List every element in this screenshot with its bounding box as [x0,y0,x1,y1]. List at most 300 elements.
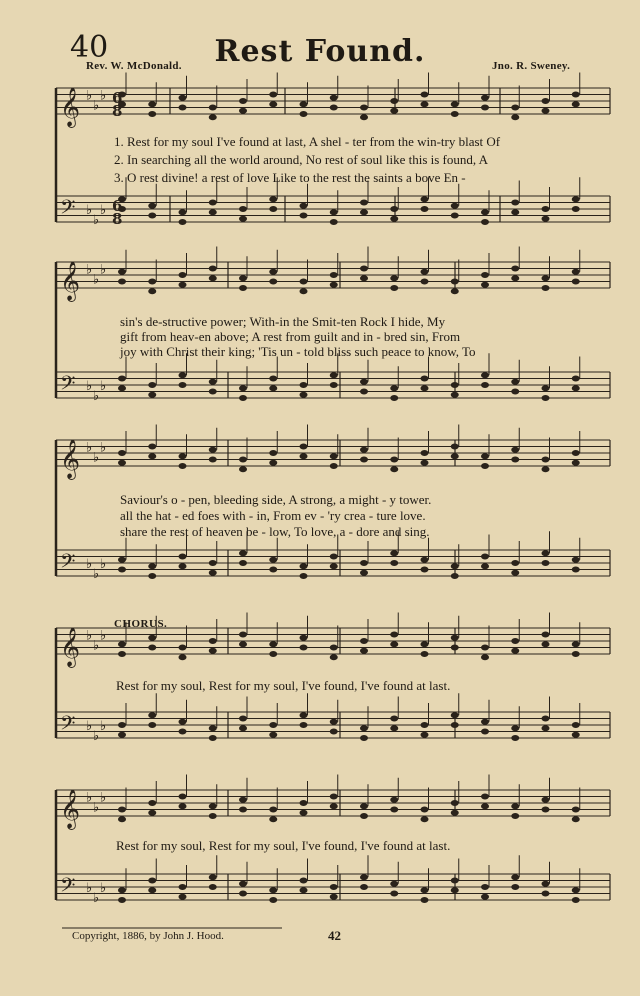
note-head [542,797,550,803]
note-head [360,560,368,566]
note-head [148,111,156,117]
note-head [572,641,580,647]
note-head [451,645,459,651]
note-head [330,105,338,111]
note-head [390,560,398,566]
note-head [239,797,247,803]
note-head [269,732,277,738]
flat-sign: ♭ [100,628,107,644]
note-head [511,884,519,890]
note-head [269,460,277,466]
note-head [511,570,519,576]
note-head [481,209,489,215]
words-credit: Rev. W. McDonald. [86,60,182,72]
note-head [451,101,459,107]
note-head [542,285,550,291]
note-head [179,729,187,735]
note-head [148,203,156,209]
note-head [330,453,338,459]
note-head [542,98,550,104]
note-head [179,645,187,651]
note-head [148,382,156,388]
note-head [451,887,459,893]
note-head [269,722,277,728]
time-signature-top: 6 [112,197,123,215]
note-head [390,216,398,222]
note-head [239,725,247,731]
note-head [481,105,489,111]
note-head [148,213,156,219]
flat-sign: ♭ [93,800,100,816]
note-head [390,385,398,391]
note-head [451,573,459,579]
note-head [360,266,368,272]
note-head [269,101,277,107]
note-head [209,266,217,272]
note-head [209,275,217,281]
note-head [300,887,308,893]
note-head [269,92,277,98]
note-head [269,807,277,813]
note-head [209,638,217,644]
note-head [300,722,308,728]
note-head [330,563,338,569]
note-head [390,881,398,887]
note-head [572,887,580,893]
note-head [451,635,459,641]
bass-clef: 𝄢 [60,195,76,224]
note-head [118,269,126,275]
note-head [269,641,277,647]
note-head [542,807,550,813]
note-head [300,111,308,117]
bass-clef: 𝄢 [60,873,76,902]
note-head [330,282,338,288]
note-head [300,203,308,209]
note-head [118,557,126,563]
note-head [451,810,459,816]
bass-clef: 𝄢 [60,549,76,578]
note-head [209,560,217,566]
bass-clef: 𝄢 [60,711,76,740]
note-head [239,641,247,647]
flat-sign: ♭ [86,440,93,456]
note-head [148,288,156,294]
note-head [390,725,398,731]
note-head [572,897,580,903]
note-head [118,376,126,382]
flat-sign: ♭ [100,203,107,218]
note-head [572,807,580,813]
note-head [239,108,247,114]
note-head [511,200,519,206]
verse-1-line-2: sin's de-structive power; With-in the Smit-ten Rock I hide, My [120,314,446,329]
note-head [118,567,126,573]
note-head [572,279,580,285]
note-head [330,894,338,900]
note-head [360,114,368,120]
note-head [209,884,217,890]
note-head [360,874,368,880]
verse-1-line-3: Saviour's o - pen, bleeding side, A strong, a might - y tower. [120,492,432,507]
note-head [360,275,368,281]
note-head [239,632,247,638]
note-head [148,645,156,651]
flat-sign: ♭ [93,272,100,288]
note-head [360,884,368,890]
note-head [300,392,308,398]
note-head [118,816,126,822]
note-head [451,444,459,450]
note-head [330,272,338,278]
note-head [118,651,126,657]
note-head [390,716,398,722]
note-head [239,98,247,104]
note-head [179,209,187,215]
note-head [390,632,398,638]
note-head [421,816,429,822]
flat-sign: ♭ [86,88,93,104]
note-head [511,266,519,272]
note-head [300,712,308,718]
note-head [360,735,368,741]
note-head [360,813,368,819]
note-head [148,563,156,569]
note-head [239,385,247,391]
flat-sign: ♭ [93,638,100,654]
note-head [542,216,550,222]
note-head [148,279,156,285]
note-head [542,641,550,647]
flat-sign: ♭ [93,728,100,744]
note-head [360,725,368,731]
flat-sign: ♭ [93,890,100,906]
note-head [209,725,217,731]
note-head [542,466,550,472]
flat-sign: ♭ [86,203,93,218]
note-head [451,712,459,718]
note-head [330,884,338,890]
note-head [421,279,429,285]
note-head [300,563,308,569]
note-head [542,108,550,114]
treble-clef: 𝄞 [60,87,81,127]
flat-sign: ♭ [100,440,107,456]
note-head [179,894,187,900]
note-head [300,453,308,459]
note-head [269,279,277,285]
note-head [421,567,429,573]
note-head [209,379,217,385]
note-head [269,816,277,822]
note-head [330,463,338,469]
note-head [481,563,489,569]
verse-2-line-2: gift from heav-en above; A rest from guilt and in - bred sin, From [120,329,461,344]
flat-sign: ♭ [100,262,107,278]
time-signature-top: 6 [112,89,123,107]
note-head [118,450,126,456]
note-head [360,105,368,111]
note-head [542,457,550,463]
flat-sign: ♭ [93,566,100,582]
note-head [330,794,338,800]
copyright-notice: Copyright, 1886, by John J. Hood. [72,930,224,942]
note-head [542,632,550,638]
note-head [360,379,368,385]
note-head [390,285,398,291]
note-head [148,573,156,579]
note-head [481,894,489,900]
note-head [451,392,459,398]
note-head [179,282,187,288]
flat-sign: ♭ [100,379,107,394]
note-head [118,460,126,466]
note-head [481,272,489,278]
note-head [300,213,308,219]
note-head [572,206,580,212]
note-head [542,385,550,391]
note-head [239,807,247,813]
note-head [300,645,308,651]
note-head [421,92,429,98]
note-head [118,641,126,647]
note-head [330,554,338,560]
note-head [179,95,187,101]
note-head [481,554,489,560]
note-head [239,560,247,566]
note-head [360,803,368,809]
hymn-title: Rest Found. [214,34,426,69]
note-head [481,382,489,388]
note-head [451,382,459,388]
flat-sign: ♭ [93,388,100,404]
note-head [300,288,308,294]
note-head [118,897,126,903]
note-head [572,385,580,391]
note-head [421,641,429,647]
note-head [421,887,429,893]
note-head [239,285,247,291]
note-head [572,101,580,107]
verse-3-line-3: share the rest of heaven be - low, To love, a - dore and sing. [120,524,430,539]
flat-sign: ♭ [93,450,100,466]
note-head [481,453,489,459]
chorus-line-2: Rest for my soul, Rest for my soul, I've found, I've found at last. [116,838,451,853]
flat-sign: ♭ [86,262,93,278]
note-head [511,560,519,566]
note-head [209,570,217,576]
note-head [179,719,187,725]
note-head [390,466,398,472]
note-head [481,794,489,800]
chorus-label: CHORUS. [114,618,168,630]
note-head [572,816,580,822]
flat-sign: ♭ [93,98,100,114]
note-head [179,563,187,569]
note-head [179,272,187,278]
treble-clef: 𝄞 [60,261,81,301]
note-head [360,200,368,206]
note-head [118,385,126,391]
note-head [421,385,429,391]
note-head [179,105,187,111]
note-head [542,891,550,897]
note-head [330,372,338,378]
page-number: 42 [328,928,341,943]
note-head [421,460,429,466]
note-head [421,269,429,275]
note-head [481,803,489,809]
note-head [421,450,429,456]
note-head [572,92,580,98]
note-head [572,460,580,466]
note-head [421,722,429,728]
note-head [209,389,217,395]
note-head [239,216,247,222]
note-head [269,385,277,391]
note-head [179,463,187,469]
note-head [269,567,277,573]
note-head [542,550,550,556]
note-head [300,810,308,816]
verse-3-line-1: 3. O rest divine! a rest of love Like to the rest the saints a bove En - [114,170,466,185]
note-head [239,275,247,281]
note-head [148,887,156,893]
note-head [421,196,429,202]
note-head [269,450,277,456]
note-head [179,884,187,890]
note-head [179,803,187,809]
note-head [118,807,126,813]
note-head [542,206,550,212]
note-head [390,206,398,212]
note-head [542,275,550,281]
note-head [360,638,368,644]
note-head [421,732,429,738]
note-head [300,101,308,107]
note-head [360,457,368,463]
note-head [451,878,459,884]
note-head [390,457,398,463]
note-head [300,444,308,450]
note-head [269,196,277,202]
hymn-number: 40 [70,30,109,65]
note-head [511,105,519,111]
flat-sign: ♭ [100,881,107,896]
note-head [542,725,550,731]
flat-sign: ♭ [100,719,107,734]
note-head [300,279,308,285]
note-head [390,275,398,281]
note-head [239,395,247,401]
note-head [209,105,217,111]
note-head [421,897,429,903]
note-head [239,206,247,212]
note-head [572,269,580,275]
note-head [572,450,580,456]
note-head [572,557,580,563]
note-head [209,813,217,819]
note-head [481,282,489,288]
note-head [451,111,459,117]
note-head [148,810,156,816]
note-head [511,648,519,654]
note-head [542,881,550,887]
note-head [481,463,489,469]
note-head [360,209,368,215]
flat-sign: ♭ [86,881,93,896]
note-head [209,447,217,453]
verse-1-line-1: 1. Rest for my soul I've found at last, A shel - ter from the win-try blast Of [114,134,501,149]
note-head [451,213,459,219]
note-head [390,550,398,556]
note-head [148,101,156,107]
note-head [269,897,277,903]
verse-2-line-3: all the hat - ed foes with - in, From ev - 'ry crea - ture love. [120,508,426,523]
chorus-line-1: Rest for my soul, Rest for my soul, I've found, I've found at last. [116,678,451,693]
note-head [148,453,156,459]
note-head [360,389,368,395]
note-head [209,874,217,880]
note-head [481,645,489,651]
note-head [209,209,217,215]
flat-sign: ♭ [93,212,100,228]
note-head [239,550,247,556]
flat-sign: ♭ [100,557,107,572]
note-head [300,573,308,579]
note-head [148,800,156,806]
note-head [511,447,519,453]
note-head [179,794,187,800]
note-head [421,557,429,563]
note-head [511,638,519,644]
note-head [330,719,338,725]
note-head [330,645,338,651]
note-head [511,114,519,120]
treble-clef: 𝄞 [60,627,81,667]
note-head [179,372,187,378]
note-head [239,881,247,887]
note-head [269,651,277,657]
note-head [148,635,156,641]
note-head [511,389,519,395]
note-head [481,372,489,378]
note-head [572,567,580,573]
note-head [209,114,217,120]
note-head [542,560,550,566]
note-head [118,887,126,893]
note-head [421,376,429,382]
note-head [451,288,459,294]
note-head [542,395,550,401]
note-head [269,376,277,382]
note-head [330,803,338,809]
note-head [118,732,126,738]
note-head [572,196,580,202]
note-head [330,729,338,735]
note-head [179,654,187,660]
note-head [179,453,187,459]
note-head [481,654,489,660]
note-head [209,200,217,206]
note-head [239,716,247,722]
note-head [179,382,187,388]
note-head [148,444,156,450]
note-head [390,807,398,813]
note-head [330,209,338,215]
note-head [511,735,519,741]
note-head [421,807,429,813]
